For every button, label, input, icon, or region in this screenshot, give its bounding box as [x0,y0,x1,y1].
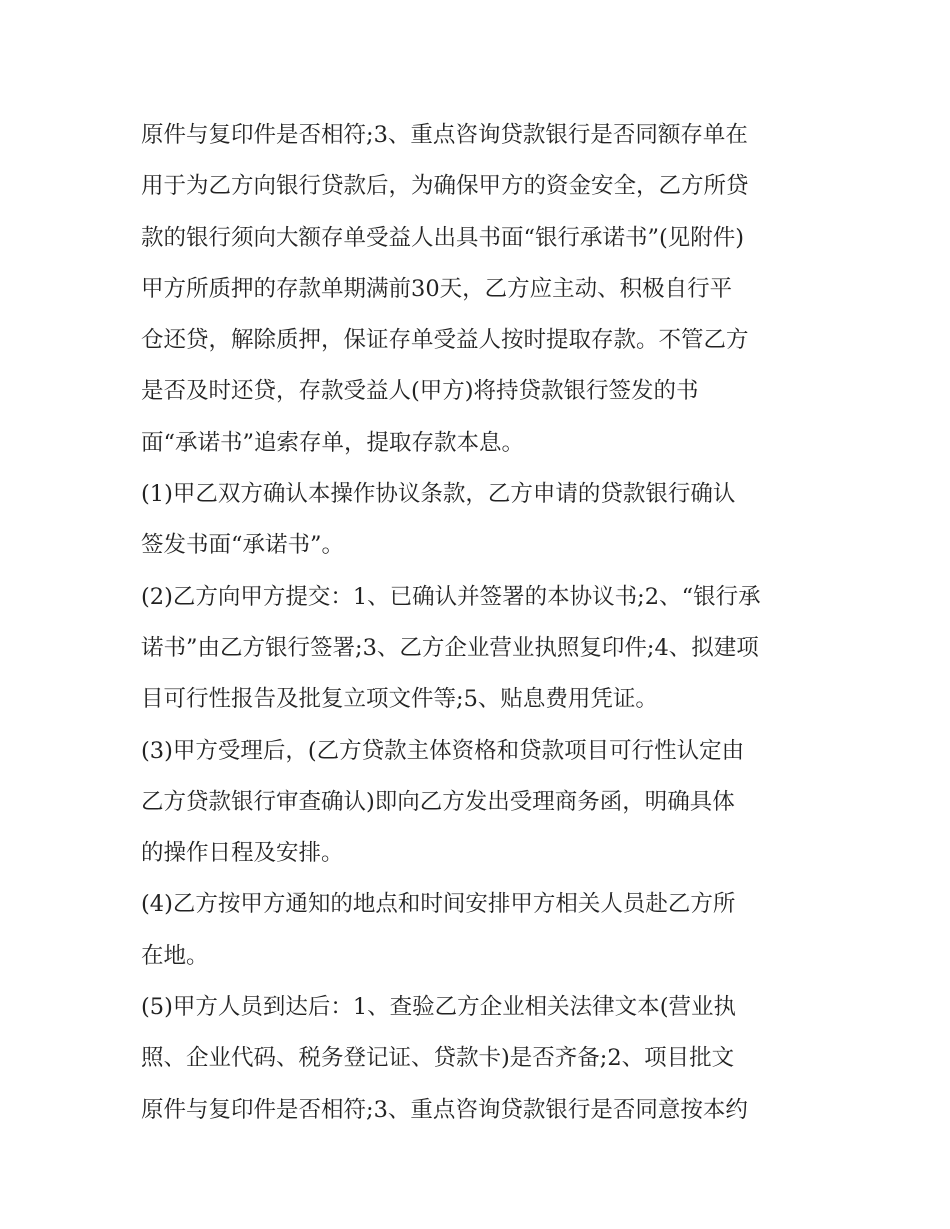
text-line: (1)甲乙双方确认本操作协议条款，乙方申请的贷款银行确认 [141,481,736,508]
text-line: 照、企业代码、税务登记证、贷款卡)是否齐备;2、项目批文 [141,1045,735,1072]
text-line: 乙方贷款银行审查确认)即向乙方发出受理商务函，明确具体 [141,788,735,815]
text-line: 用于为乙方向银行贷款后，为确保甲方的资金安全，乙方所贷 [141,173,749,200]
document-body [141,110,821,1136]
text-line: 仓还贷，解除质押，保证存单受益人按时提取存款。不管乙方 [141,327,749,354]
text-line: (3)甲方受理后，(乙方贷款主体资格和贷款项目可行性认定由 [141,737,745,764]
text-line: 原件与复印件是否相符;3、重点咨询贷款银行是否同额存单在 [141,122,748,148]
text-line: 在地。 [141,942,209,969]
text-line: 原件与复印件是否相符;3、重点咨询贷款银行是否同意按本约 [141,1096,748,1123]
text-line: 签发书面“承诺书”。 [141,532,345,559]
text-line: (2)乙方向甲方提交：1、已确认并签署的本协议书;2、“银行承 [141,583,761,610]
text-line: 甲方所质押的存款单期满前30天，乙方应主动、积极自行平 [141,275,733,302]
text-line: (4)乙方按甲方通知的地点和时间安排甲方相关人员赴乙方所 [141,891,736,918]
text-line: 目可行性报告及批复立项文件等;5、贴息费用凭证。 [141,686,658,713]
text-line: 款的银行须向大额存单受益人出具书面“银行承诺书”(见附件) [141,224,745,251]
text-line: (5)甲方人员到达后：1、查验乙方企业相关法律文本(营业执 [141,994,736,1021]
text-line: 是否及时还贷，存款受益人(甲方)将持贷款银行签发的书 [141,378,699,405]
text-line: 的操作日程及安排。 [141,840,344,867]
text-line: 面“承诺书”追索存单，提取存款本息。 [141,429,525,456]
text-line: 诺书”由乙方银行签署;3、乙方企业营业执照复印件;4、拟建项 [141,634,759,661]
